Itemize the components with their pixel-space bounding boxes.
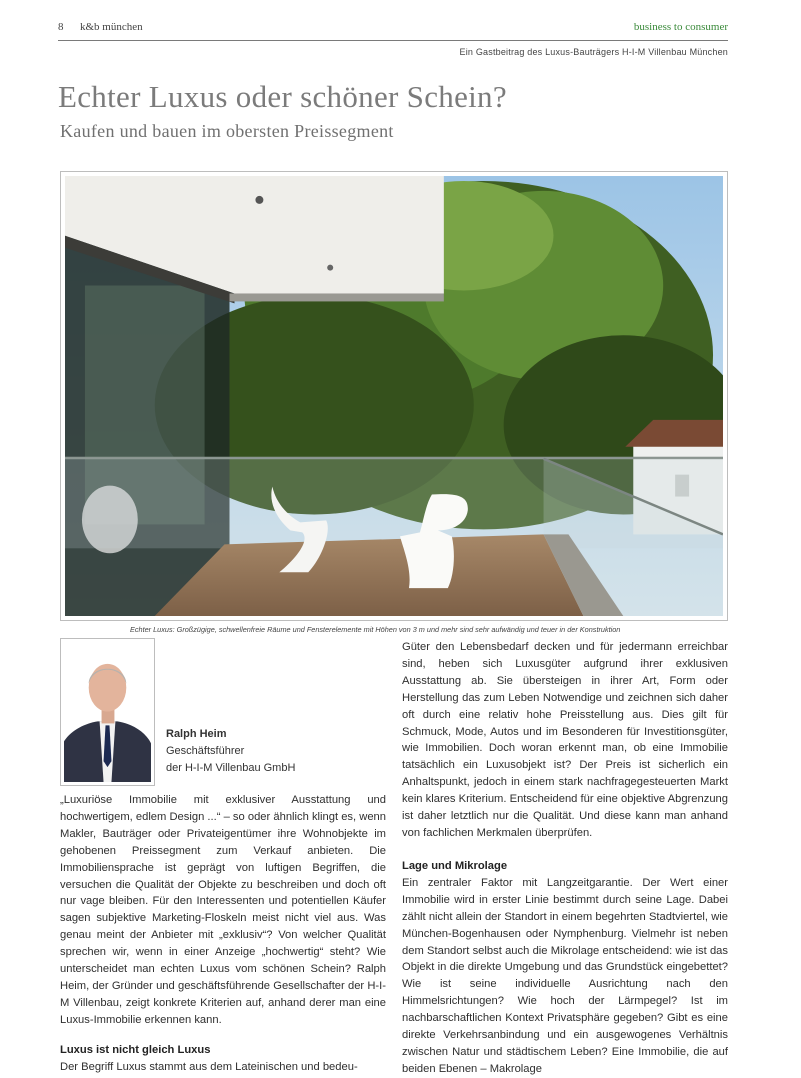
right-paragraph: Güter den Lebensbedarf decken und für jedermann erreichbar sind, heben sich Luxusgüter aufgrund ihrer exklusiven Ausstattung ab. Sie übersteigen in ihrer Art, Form oder Herstellung das zum Leben Notwendige und zeichnen sich daher oft durch eine relativ hohe Preisstellung aus. Dies gilt für Schmuck, Mode, Autos und im Besonderen für Investitionsgüter, wie Immobilien. Doch woran erkennt man, ob eine Immobilie tatsächlich ein Luxusobjekt ist? Der Preis ist sicherlich ein Anhaltspunkt, jedoch in einem stark nachfragegesteuerten Markt kein klares Kriterium. Entscheidend für eine objektive Abgrenzung ist daher letztlich nur die Qualität. Und diese kann man anhand von fachlichen Merkmalen überprüfen. <box>402 641 728 839</box>
author-portrait <box>64 642 151 782</box>
intro-paragraph: „Luxuriöse Immobilie mit exklusiver Ausstattung und hochwertigem, edlem Design ...“ – so oder ähnlich klingt es, wenn Makler, Bauträger oder Privateigentümer ihre Wohnobjekte im gehobenen Preissegment zum Verkauf anbieten. Die Immobiliensprache ist geprägt von luftigen Begriffen, die versuchen die Qualität der Objekte zu beschreiben und doch oft nur vage bleiben. Für den Interessenten und potentiellen Käufer sagen subjektive Marketing-Floskeln meist nicht viel aus. Was genau meint der Anbieter mit „exklusiv“? Von welcher Qualität sprechen wir, wenn in einer Anzeige „hochwertig“ steht? Wie unterscheidet man echten Luxus vom schönen Schein? Ralph Heim, der Gründer und geschäftsführende Gesellschafter der H-I-M Villenbau, zeigt konkrete Kriterien auf, anhand derer man eine Luxus-Immobilie erkennen kann. <box>60 794 386 1026</box>
article-headline: Echter Luxus oder schöner Schein? <box>58 79 507 114</box>
terrace-photo-frame <box>60 171 728 621</box>
magazine-name: k&b münchen <box>80 21 143 33</box>
section-heading-lage: Lage und Mikrolage <box>402 860 508 872</box>
author-portrait-frame <box>60 638 155 786</box>
section-luxus-text: Der Begriff Luxus stammt aus dem Lateinischen und bedeu- <box>60 1060 358 1073</box>
section-heading-luxus: Luxus ist nicht gleich Luxus <box>60 1044 211 1056</box>
photo-caption: Echter Luxus: Großzügige, schwellenfreie Räume und Fensterelemente mit Höhen von 3 m und mehr sind sehr aufwändig und teuer in der Konstruktion <box>130 625 621 634</box>
right-column-text <box>402 639 728 842</box>
author-company: der H-I-M Villenbau GmbH <box>166 762 296 774</box>
section-label: business to consumer <box>633 21 728 33</box>
guest-article-kicker: Ein Gastbeitrag des Luxus-Bauträgers H-I-M Villenbau München <box>459 47 728 57</box>
author-name: Ralph Heim <box>166 728 227 740</box>
intro-text <box>60 792 386 1029</box>
author-info <box>166 726 295 777</box>
page-header <box>58 18 728 41</box>
article-subheadline: Kaufen und bauen im obersten Preissegment <box>60 121 394 141</box>
page-number: 8 <box>58 21 64 33</box>
author-role: Geschäftsführer <box>166 745 245 757</box>
section-lage <box>402 858 728 1078</box>
section-luxus <box>60 1042 386 1076</box>
terrace-photo <box>65 176 723 616</box>
section-lage-text: Ein zentraler Faktor mit Langzeitgarantie. Der Wert einer Immobilie wird in erster Linie bestimmt durch seine Lage. Dabei zählt nicht allein der Standort in einem begehrten Stadtviertel, wie München-Bogenhausen oder Nymphenburg. Vielmehr ist neben dem Standort selbst auch die Mikrolage entscheidend: wie ist das Objekt in die direkte Umgebung und das Grundstück eingebettet? Wie ist seine individuelle Ausrichtung nach den Himmelsrichtungen? Wie hoch der Lärmpegel? Ist im nachbarschaftlichen Kontext Privatsphäre gegeben? Gibt es eine direkte Verkehrsanbindung und ein ausgewogenes Verhältnis zwischen Natur und städtischem Leben? Eine Immobilie, die auf beiden Ebenen – Makrolage <box>402 876 728 1075</box>
